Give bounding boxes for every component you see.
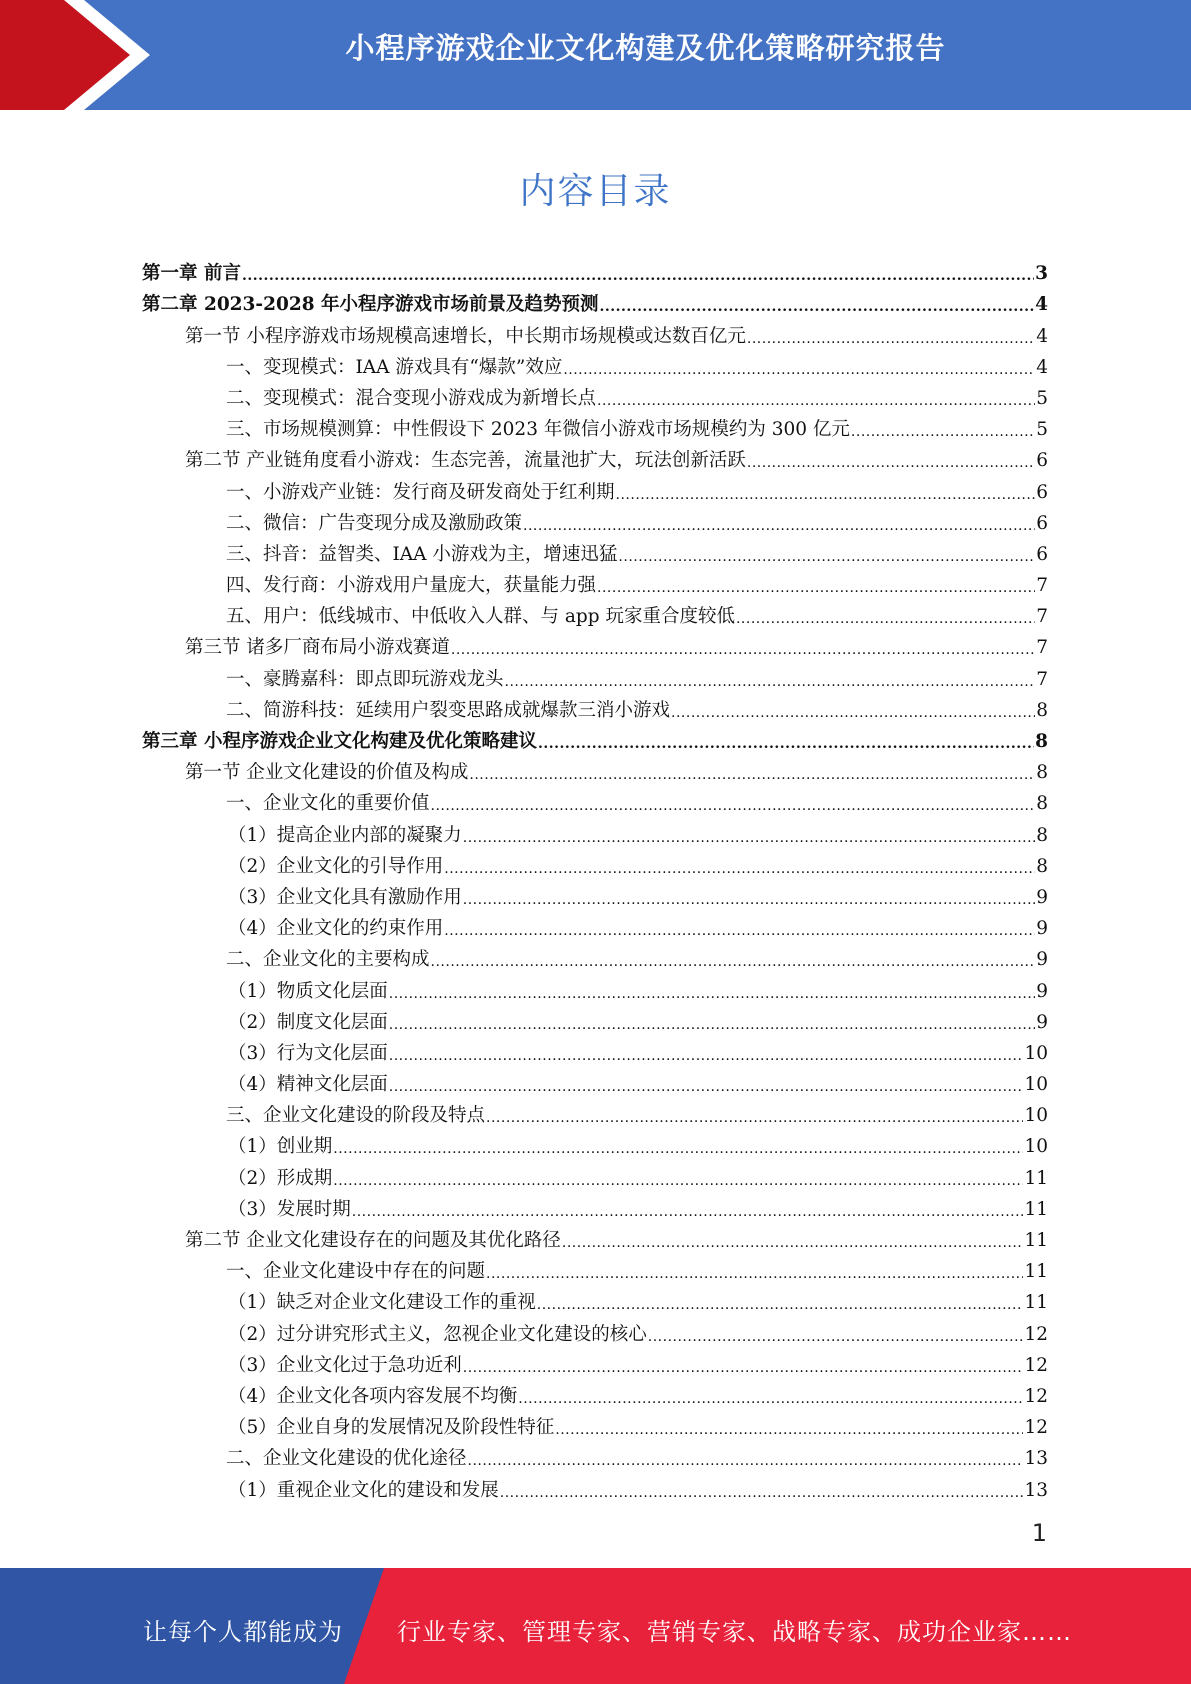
toc-entry-text: 三、抖音：益智类、IAA 小游戏为主，增速迅猛	[226, 543, 618, 565]
page-number: 1	[1031, 1519, 1047, 1547]
toc-entry-text: 五、用户：低线城市、中低收入人群、与 app 玩家重合度较低	[226, 606, 735, 628]
toc-dot-leader	[851, 423, 1035, 441]
toc-entry-text: 一、小游戏产业链：发行商及研发商处于红利期	[226, 481, 615, 503]
toc-dot-leader	[500, 1484, 1024, 1502]
toc-entry-page: 12	[1024, 1417, 1048, 1439]
toc-entry-text: 一、企业文化建设中存在的问题	[226, 1261, 486, 1283]
toc-entry-page: 13	[1024, 1448, 1048, 1470]
toc-entry-page: 8	[1036, 793, 1048, 815]
toc-dot-leader	[352, 1203, 1024, 1221]
toc-entry[interactable]	[142, 659, 1048, 690]
toc-entry[interactable]	[142, 1408, 1048, 1439]
toc-entry-page: 11	[1024, 1167, 1048, 1189]
toc-entry-page: 11	[1024, 1198, 1048, 1220]
toc-entry[interactable]	[142, 628, 1048, 659]
toc-entry-text: （2）制度文化层面	[228, 1011, 388, 1033]
toc-dot-leader	[463, 829, 1035, 847]
toc-entry-page: 7	[1036, 637, 1048, 659]
toc-entry-page: 4	[1035, 294, 1048, 316]
toc-entry-page: 6	[1036, 481, 1048, 503]
toc-entry[interactable]	[142, 1470, 1048, 1501]
toc-entry[interactable]	[142, 597, 1048, 628]
toc-entry-page: 11	[1024, 1292, 1048, 1314]
toc-entry-text: （3）发展时期	[228, 1198, 351, 1220]
toc-dot-leader	[463, 891, 1035, 909]
toc-entry-page: 8	[1036, 824, 1048, 846]
toc-dot-leader	[648, 1328, 1024, 1346]
toc-entry-text: 第二节 产业链角度看小游戏：生态完善，流量池扩大，玩法创新活跃	[185, 450, 746, 472]
toc-entry-page: 10	[1024, 1136, 1048, 1158]
toc-dot-leader	[597, 579, 1035, 597]
toc-dot-leader	[518, 1390, 1023, 1408]
toc-entry-page: 13	[1024, 1479, 1048, 1501]
toc-entry-page: 6	[1036, 450, 1048, 472]
toc-entry-text: 二、简游科技：延续用户裂变思路成就爆款三消小游戏	[226, 699, 671, 721]
toc-entry-text: 一、企业文化的重要价值	[226, 793, 430, 815]
toc-entry[interactable]	[142, 1314, 1048, 1345]
toc-entry[interactable]	[142, 878, 1048, 909]
toc-entry-page: 8	[1036, 699, 1048, 721]
toc-entry-text: 二、变现模式：混合变现小游戏成为新增长点	[226, 387, 597, 409]
toc-dot-leader	[747, 454, 1035, 472]
toc-entry[interactable]	[142, 815, 1048, 846]
toc-entry-page: 9	[1036, 1011, 1048, 1033]
toc-entry[interactable]	[142, 1439, 1048, 1470]
toc-dot-leader	[431, 797, 1036, 815]
toc-entry[interactable]	[142, 940, 1048, 971]
toc-entry-text: （1）提高企业内部的凝聚力	[228, 824, 462, 846]
toc-entry[interactable]	[142, 691, 1048, 722]
page-header	[0, 0, 1191, 110]
toc-entry[interactable]	[142, 847, 1048, 878]
toc-entry-page: 12	[1024, 1354, 1048, 1376]
toc-entry-page: 8	[1035, 731, 1048, 752]
toc-entry-text: 第一章 前言	[142, 263, 241, 285]
toc-entry-text: 四、发行商：小游戏用户量庞大，获量能力强	[226, 575, 597, 597]
toc-dot-leader	[469, 766, 1035, 784]
toc-dot-leader	[538, 735, 1034, 753]
toc-dot-leader	[618, 548, 1035, 566]
toc-entry-page: 9	[1036, 886, 1048, 908]
toc-dot-leader	[444, 860, 1035, 878]
toc-entry-text: （5）企业自身的发展情况及阶段性特征	[228, 1417, 555, 1439]
toc-entry-text: 三、市场规模测算：中性假设下 2023 年微信小游戏市场规模约为 300 亿元	[226, 419, 850, 441]
toc-entry[interactable]	[142, 722, 1048, 753]
toc-dot-leader	[431, 953, 1036, 971]
toc-entry[interactable]	[142, 1065, 1048, 1096]
toc-entry-text: 二、微信：广告变现分成及激励政策	[226, 512, 523, 534]
toc-entry-text: （2）形成期	[228, 1167, 333, 1189]
toc-entry[interactable]	[142, 1252, 1048, 1283]
toc-entry-text: （4）精神文化层面	[228, 1074, 388, 1096]
toc-entry-text: （1）缺乏对企业文化建设工作的重视	[228, 1292, 536, 1314]
toc-dot-leader	[747, 330, 1035, 348]
toc-dot-leader	[486, 1109, 1023, 1127]
toc-entry[interactable]	[142, 254, 1048, 285]
toc-entry[interactable]	[142, 472, 1048, 503]
toc-entry-text: 三、企业文化建设的阶段及特点	[226, 1105, 486, 1127]
toc-entry-text: 二、企业文化的主要构成	[226, 949, 430, 971]
toc-dot-leader	[444, 922, 1035, 940]
toc-entry-page: 9	[1036, 980, 1048, 1002]
toc-entry[interactable]	[142, 784, 1048, 815]
table-of-contents	[142, 254, 1048, 1502]
toc-dot-leader	[463, 1359, 1024, 1377]
toc-entry-text: （2）过分讲究形式主义，忽视企业文化建设的核心	[228, 1323, 647, 1345]
toc-dot-leader	[389, 1078, 1024, 1096]
toc-entry-text: 第三章 小程序游戏企业文化构建及优化策略建议	[142, 731, 537, 752]
toc-entry[interactable]	[142, 1377, 1048, 1408]
toc-entry[interactable]	[142, 379, 1048, 410]
toc-entry-text: （2）企业文化的引导作用	[228, 855, 444, 877]
toc-entry-page: 4	[1036, 325, 1048, 347]
toc-dot-leader	[451, 641, 1035, 659]
toc-dot-leader	[389, 985, 1035, 1003]
toc-dot-leader	[468, 1452, 1024, 1470]
toc-entry-page: 5	[1036, 419, 1048, 441]
toc-dot-leader	[389, 1047, 1024, 1065]
toc-entry-page: 3	[1035, 263, 1048, 285]
toc-entry-text: 一、变现模式：IAA 游戏具有“爆款”效应	[226, 356, 563, 378]
toc-heading: 内容目录	[519, 171, 672, 212]
toc-dot-leader	[505, 673, 1036, 691]
toc-entry-text: 第二节 企业文化建设存在的问题及其优化路径	[185, 1230, 561, 1251]
toc-entry-page: 6	[1036, 512, 1048, 534]
toc-entry[interactable]	[142, 316, 1048, 347]
toc-entry-page: 7	[1036, 606, 1048, 628]
toc-entry-text: （3）企业文化过于急功近利	[228, 1354, 462, 1376]
toc-entry-page: 10	[1024, 1074, 1048, 1096]
toc-entry-page: 5	[1036, 387, 1048, 409]
toc-entry[interactable]	[142, 1096, 1048, 1127]
toc-entry-page: 10	[1024, 1105, 1048, 1127]
toc-entry[interactable]	[142, 566, 1048, 597]
toc-entry-text: （4）企业文化各项内容发展不均衡	[228, 1385, 518, 1407]
toc-entry[interactable]	[142, 1283, 1048, 1314]
toc-entry[interactable]	[142, 1127, 1048, 1158]
toc-entry[interactable]	[142, 909, 1048, 940]
report-title: 小程序游戏企业文化构建及优化策略研究报告	[345, 31, 946, 65]
toc-dot-leader	[486, 1265, 1023, 1283]
toc-dot-leader	[600, 298, 1035, 316]
footer-slogan-right: 行业专家、管理专家、营销专家、战略专家、成功企业家……	[397, 1618, 1072, 1646]
toc-entry-text: 第一节 企业文化建设的价值及构成	[185, 762, 469, 784]
toc-entry[interactable]	[142, 348, 1048, 379]
toc-entry-text: （3）企业文化具有激励作用	[228, 886, 462, 908]
toc-entry-page: 8	[1036, 762, 1048, 784]
toc-entry[interactable]	[142, 1003, 1048, 1034]
toc-entry[interactable]	[142, 441, 1048, 472]
toc-dot-leader	[523, 517, 1035, 535]
toc-dot-leader	[555, 1421, 1023, 1439]
toc-entry[interactable]	[142, 410, 1048, 441]
toc-entry-text: （1）重视企业文化的建设和发展	[228, 1479, 499, 1501]
toc-dot-leader	[242, 267, 1034, 285]
toc-dot-leader	[562, 1234, 1024, 1252]
toc-entry[interactable]	[142, 504, 1048, 535]
toc-entry[interactable]	[142, 1190, 1048, 1221]
toc-entry[interactable]	[142, 1034, 1048, 1065]
toc-entry-page: 8	[1036, 855, 1048, 877]
toc-dot-leader	[616, 486, 1036, 504]
toc-entry-page: 9	[1036, 949, 1048, 971]
toc-entry-page: 12	[1024, 1323, 1048, 1345]
toc-entry-text: （4）企业文化的约束作用	[228, 918, 444, 940]
toc-entry-page: 7	[1036, 668, 1048, 690]
toc-entry-text: 第三节 诸多厂商布局小游戏赛道	[185, 637, 450, 659]
toc-dot-leader	[333, 1140, 1023, 1158]
toc-entry-page: 11	[1024, 1261, 1048, 1283]
toc-dot-leader	[736, 610, 1035, 628]
toc-entry-text: 第二章 2023-2028 年小程序游戏市场前景及趋势预测	[142, 294, 599, 316]
toc-entry[interactable]	[142, 285, 1048, 316]
toc-entry-text: 一、豪腾嘉科：即点即玩游戏龙头	[226, 668, 504, 690]
toc-entry-page: 11	[1024, 1230, 1048, 1251]
toc-entry-page: 7	[1036, 575, 1048, 597]
toc-dot-leader	[597, 392, 1035, 410]
toc-entry[interactable]	[142, 753, 1048, 784]
toc-dot-leader	[333, 1172, 1023, 1190]
toc-entry-page: 4	[1036, 356, 1048, 378]
toc-entry[interactable]	[142, 1346, 1048, 1377]
footer-slogan-left: 让每个人都能成为	[143, 1618, 343, 1646]
toc-entry[interactable]	[142, 1221, 1048, 1252]
toc-dot-leader	[563, 361, 1035, 379]
toc-entry[interactable]	[142, 971, 1048, 1002]
toc-entry[interactable]	[142, 535, 1048, 566]
toc-entry-text: 第一节 小程序游戏市场规模高速增长，中长期市场规模或达数百亿元	[185, 325, 746, 347]
toc-dot-leader	[537, 1296, 1024, 1314]
toc-entry-text: 二、企业文化建设的优化途径	[226, 1448, 467, 1470]
toc-dot-leader	[389, 1016, 1035, 1034]
toc-entry-text: （1）物质文化层面	[228, 980, 388, 1002]
toc-entry-text: （3）行为文化层面	[228, 1042, 388, 1064]
toc-entry-page: 10	[1024, 1042, 1048, 1064]
toc-dot-leader	[671, 704, 1035, 722]
toc-entry-page: 9	[1036, 918, 1048, 940]
toc-entry-page: 12	[1024, 1385, 1048, 1407]
page-footer	[0, 1568, 1191, 1684]
toc-entry-page: 6	[1036, 543, 1048, 565]
toc-entry-text: （1）创业期	[228, 1136, 333, 1158]
toc-entry[interactable]	[142, 1158, 1048, 1189]
